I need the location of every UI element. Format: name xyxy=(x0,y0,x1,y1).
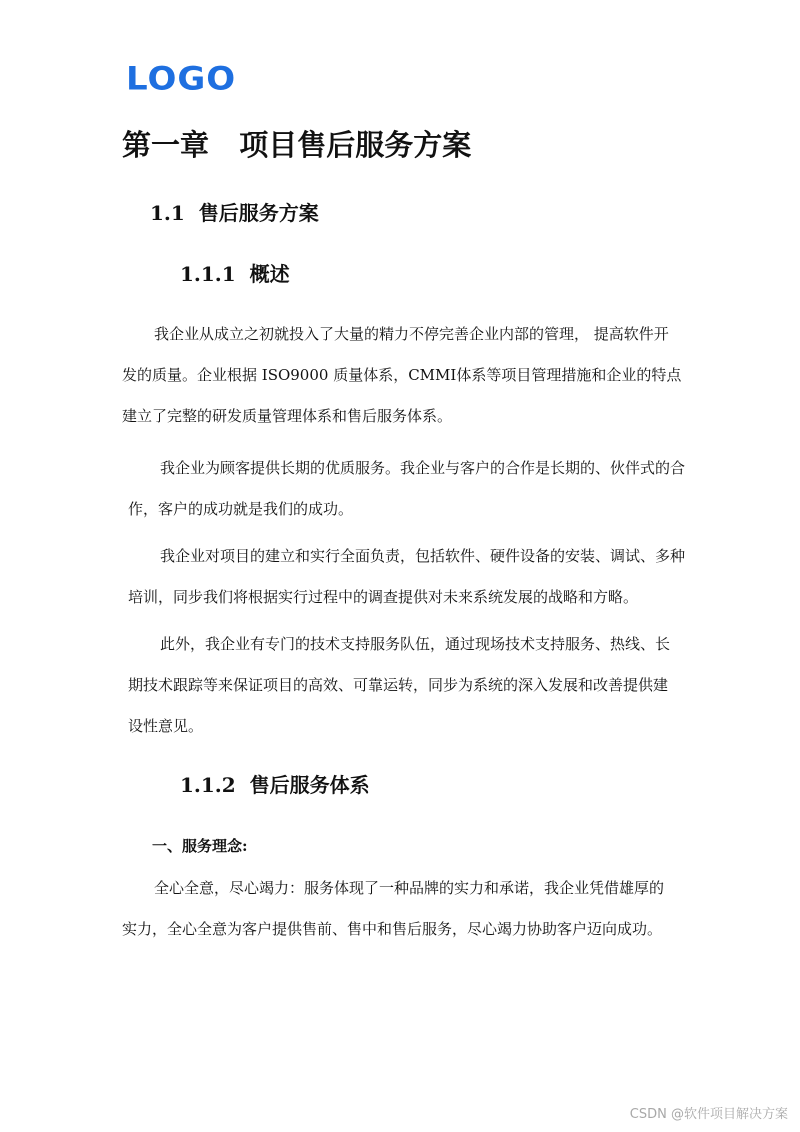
service-concept-paragraph: 全心全意，尽心竭力：服务体现了一种品牌的实力和承诺，我企业凭借雄厚的实力，全心全意为客户提供售前、售中和售后服务，尽心竭力协助客户迈向成功。 xyxy=(122,879,665,938)
overview-paragraph: 我企业从成立之初就投入了大量的精力不停完善企业内部的管理， 提高软件开发的质量。企业根据 ISO9000 质量体系，CMMI体系等项目管理措施和企业的特点建立了完整的研发质量管理体系和售后服务体系。 xyxy=(122,325,682,425)
logo: LOGO xyxy=(126,60,237,98)
overview-paragraph: 此外，我企业有专门的技术支持服务队伍，通过现场技术支持服务、热线、长期技术跟踪等来保证项目的高效、可靠运转，同步为系统的深入发展和改善提供建设性意见。 xyxy=(128,635,671,735)
overview-paragraph: 我企业对项目的建立和实行全面负责，包括软件、硬件设备的安装、调试、多种培训，同步我们将根据实行过程中的调查提供对未来系统发展的战略和方略。 xyxy=(128,547,686,606)
subsection-title-overview: 1.1.1 概述 xyxy=(180,262,290,286)
subsection-title-service-system: 1.1.2 售后服务体系 xyxy=(180,773,370,797)
service-concept-heading: 一、服务理念: xyxy=(152,837,248,855)
watermark: CSDN @软件项目解决方案 xyxy=(629,1107,788,1122)
overview-paragraph: 我企业为顾客提供长期的优质服务。我企业与客户的合作是长期的、伙伴式的合作，客户的成功就是我们的成功。 xyxy=(128,459,686,518)
chapter-title: 第一章 项目售后服务方案 xyxy=(122,128,472,162)
section-title: 1.1 售后服务方案 xyxy=(150,201,319,225)
